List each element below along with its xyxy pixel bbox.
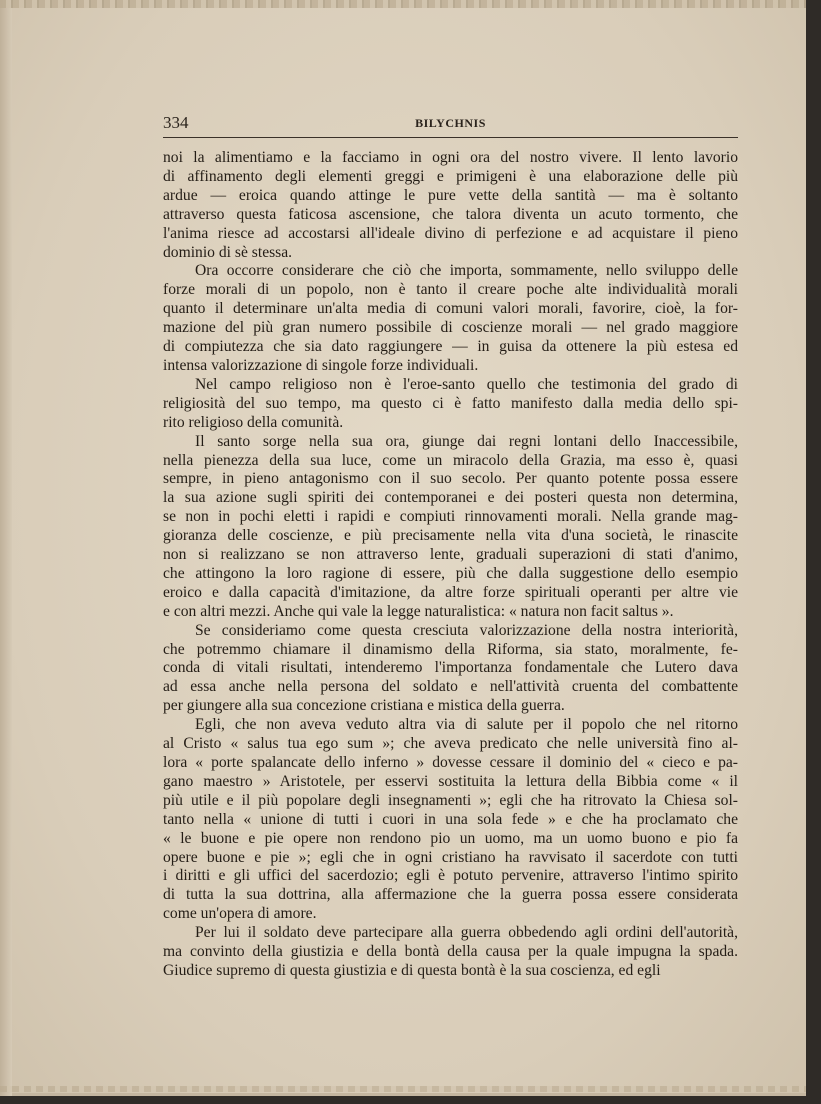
text-line: Giudice supremo di questa giustizia e di questa bontà è la sua coscienza, ed egli: [163, 961, 661, 979]
text-line: « le buone e pie opere non rendono pio un uomo, ma un uomo buono e pio fa: [163, 829, 738, 847]
text-line: Ora occorre considerare che ciò che importa, sommamente, nello sviluppo delle: [195, 262, 738, 280]
text-line: se non in pochi eletti i rapidi e compiuti rinnovamenti morali. Nella grande mag-: [163, 508, 738, 526]
text-line: nella pienezza della sua luce, come un miracolo della Grazia, ma esso è, quasi: [163, 451, 738, 469]
text-line: Egli, che non aveva veduto altra via di salute per il popolo che nel ritorno: [195, 716, 738, 734]
text-line: intensa valorizzazione di singole forze individuali.: [163, 356, 479, 374]
text-line: forze morali di un popolo, non è tanto il creare poche alte individualità morali: [163, 281, 738, 299]
text-line: ma convinto della giustizia e della bontà della causa per la quale impugna la spada.: [163, 943, 738, 961]
page-number: 334: [163, 113, 189, 132]
page-top-edge: [0, 0, 806, 8]
text-line: rito religioso della comunità.: [163, 413, 344, 431]
text-line: lora « porte spalancate dello inferno » dovesse cessare il dominio del « cieco e pa-: [163, 754, 738, 771]
text-line: e con altri mezzi. Anche qui vale la legge naturalistica: « natura non facit saltus ».: [163, 602, 674, 620]
text-line: di affinamento degli elementi greggi e primigeni è una elaborazione delle più: [163, 167, 738, 185]
text-line: più utile e il più popolare degli insegnamenti »; egli che ha ritrovato la Chiesa sol-: [163, 791, 738, 809]
text-line: la sua azione sugli spiriti dei contemporanei e dei posteri questa non determina,: [163, 489, 738, 507]
text-line: sempre, in pieno antagonismo con il suo secolo. Per quanto potente possa essere: [163, 470, 738, 488]
text-line: al Cristo « salus tua ego sum »; che aveva predicato che nelle università fino al-: [163, 735, 738, 753]
body-text: [163, 149, 738, 981]
text-line: noi la alimentiamo e la facciamo in ogni ora del nostro vivere. Il lento lavorio: [163, 149, 738, 166]
text-line: attraverso questa faticosa ascensione, che talora diventa un acuto tormento, che: [163, 205, 738, 223]
text-line: religiosità del suo tempo, ma questo ci è fatto manifesto dalla media dello spi-: [163, 394, 738, 412]
page-bottom-edge: [0, 1086, 806, 1092]
text-line: gioranza delle coscienze, e più precisamente nella vita d'una società, le rinascite: [163, 527, 738, 545]
text-line: che attingono la loro ragione di essere, più che dalla suggestione dello esempio: [163, 564, 738, 582]
text-line: di tutta la sua dottrina, alla affermazione che la guerra possa essere considerata: [163, 886, 738, 904]
text-line: dominio di sè stessa.: [163, 243, 293, 261]
text-line: i diritti e gli uffici del sacerdozio; egli è potuto pervenire, attraverso l'intimo spirito: [163, 867, 738, 885]
text-line: gano maestro » Aristotele, per esservi sostituita la lettura della Bibbia come « il: [163, 772, 738, 790]
text-line: opere buone e pie »; egli che in ogni cristiano ha ravvisato il sacerdote con tutti: [163, 848, 738, 866]
text-line: conda di vitali risultati, intenderemo l'importanza fondamentale che Lutero dava: [163, 659, 738, 677]
text-line: mazione del più gran numero possibile di coscienze morali — nel grado maggiore: [163, 319, 738, 337]
text-line: tanto nella « unione di tutti i cuori in una sola fede » e che ha proclamato che: [163, 810, 738, 828]
running-title: BILYCHNIS: [415, 116, 486, 130]
text-line: quanto il determinare un'alta media di comuni valori morali, favorire, cioè, la for-: [163, 300, 738, 318]
text-line: l'anima riesce ad accostarsi all'ideale divino di perfezione e ad acquistare il pieno: [163, 224, 738, 242]
text-line: come un'opera di amore.: [163, 905, 317, 923]
page-header: [163, 111, 738, 138]
text-line: Nel campo religioso non è l'eroe-santo quello che testimonia del grado di: [195, 375, 738, 393]
text-line: Il santo sorge nella sua ora, giunge dai regni lontani dello Inaccessibile,: [195, 432, 738, 450]
text-line: non si realizzano se non attraverso lente, graduali superazioni di stati d'animo,: [163, 546, 738, 564]
text-line: ad essa anche nella persona del soldato e nell'attività cruenta del combattente: [163, 678, 738, 696]
text-line: per giungere alla sua concezione cristiana e mistica della guerra.: [163, 697, 565, 715]
text-line: eroico e dalla capacità d'imitazione, da altre forze spirituali operanti per altre vie: [163, 583, 738, 601]
text-line: Se consideriamo come questa cresciuta valorizzazione della nostra interiorità,: [195, 621, 738, 639]
text-line: che potremmo chiamare il dinamismo della Riforma, sia stato, moralmente, fe-: [163, 640, 738, 658]
page-binding-edge: [0, 0, 12, 1096]
text-line: Per lui il soldato deve partecipare alla guerra obbedendo agli ordini dell'autorità,: [195, 924, 738, 942]
text-line: di compiutezza che sia dato raggiungere — in guisa da ottenere la più estesa ed: [163, 338, 738, 356]
text-line: ardue — eroica quando attinge le pure vette della santità — ma è soltanto: [163, 186, 738, 204]
